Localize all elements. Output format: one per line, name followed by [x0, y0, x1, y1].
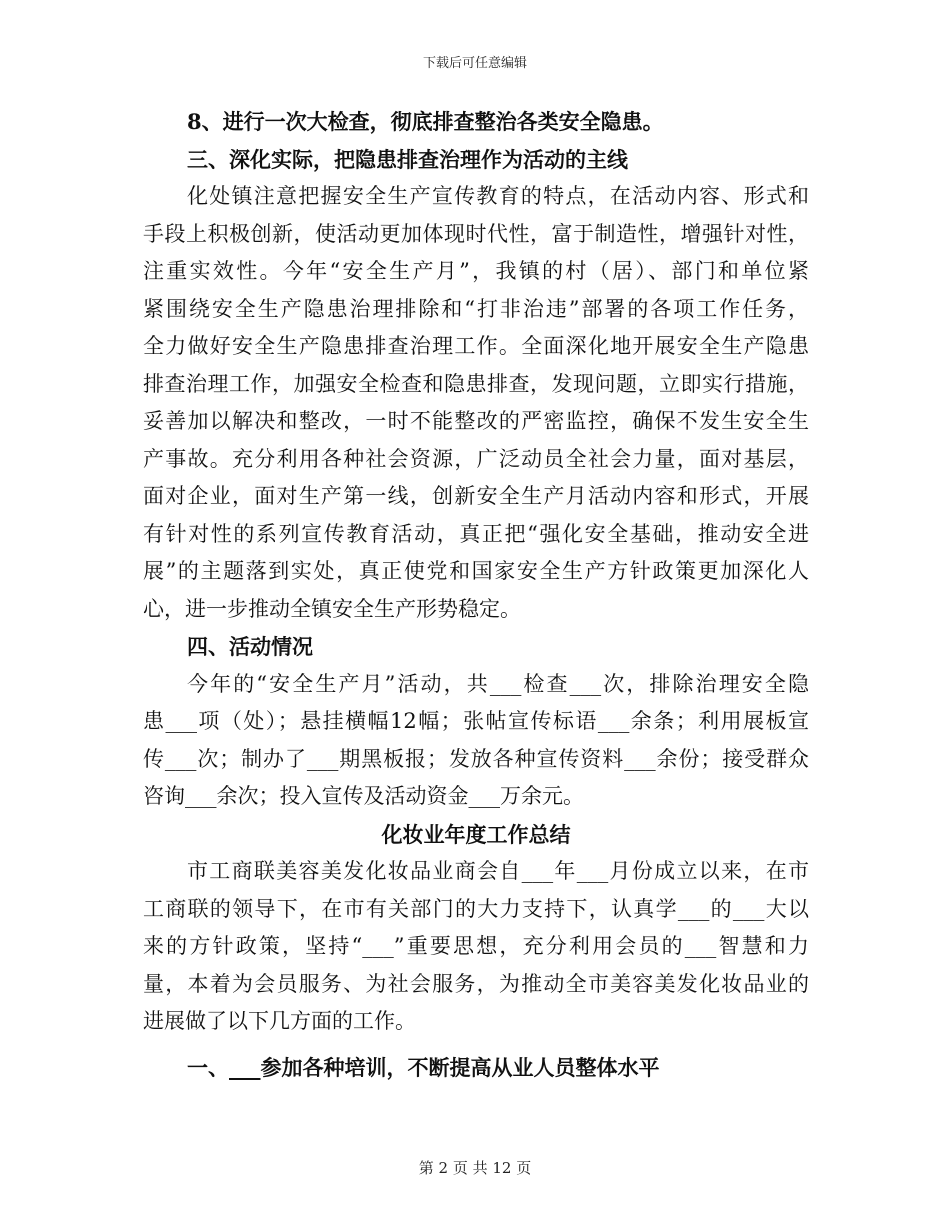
paragraph-line: 患___项（处）；悬挂横幅12幅；张帖宣传标语___余条；利用展板宣	[143, 709, 809, 733]
section-heading-item-8: 8、进行一次大检查，彻底排查整治各类安全隐患。	[187, 109, 664, 134]
paragraph-line: 进展做了以下几方面的工作。	[143, 1009, 416, 1033]
page-footer: 第 2 页 共 12 页	[418, 1159, 532, 1177]
paragraph-line: 注重实效性。今年“安全生产月”，我镇的村（居）、部门和单位紧	[143, 259, 809, 283]
paragraph-line: 展”的主题落到实处，真正使党和国家安全生产方针政策更加深化人	[143, 559, 809, 583]
paragraph-line: 量，本着为会员服务、为社会服务，为推动全市美容美发化妆品业的	[143, 971, 809, 996]
paragraph-line: 面对企业，面对生产第一线，创新安全生产月活动内容和形式，开展	[143, 484, 809, 508]
paragraph-line: 全力做好安全生产隐患排查治理工作。全面深化地开展安全生产隐患	[143, 334, 809, 358]
paragraph-line: 产事故。充分利用各种社会资源，广泛动员全社会力量，面对基层，	[143, 446, 809, 471]
paragraph-line: 紧围绕安全生产隐患治理排除和“打非治违”部署的各项工作任务，	[143, 296, 809, 321]
paragraph-line: 手段上积极创新，使活动更加体现时代性，富于制造性，增强针对性，	[143, 221, 809, 246]
document-title: 化妆业年度工作总结	[381, 821, 571, 847]
paragraph-section-3	[143, 178, 809, 628]
paragraph-line: 工商联的领导下，在市有关部门的大力支持下，认真学___的___大以	[143, 896, 809, 921]
paragraph-intro	[143, 853, 809, 1041]
paragraph-line: 来的方针政策，坚持“___”重要思想，充分利用会员的___智慧和力	[143, 934, 809, 958]
paragraph-line: 今年的“安全生产月”活动，共___检查___次，排除治理安全隐	[187, 671, 809, 696]
paragraph-line: 妥善加以解决和整改，一时不能整改的严密监控，确保不发生安全生	[143, 409, 809, 433]
page-header: 下载后可任意编辑	[422, 56, 527, 71]
paragraph-line: 心，进一步推动全镇安全生产形势稳定。	[143, 596, 521, 621]
paragraph-line: 化处镇注意把握安全生产宣传教育的特点，在活动内容、形式和	[187, 184, 809, 208]
section-heading-1: 一、___参加各种培训，不断提高从业人员整体水平	[187, 1054, 660, 1080]
paragraph-line: 传___次；制办了___期黑板报；发放各种宣传资料___余份；接受群众	[143, 746, 809, 771]
paragraph-activity-stats	[143, 666, 809, 816]
document-body	[143, 103, 809, 1086]
section-heading-4: 四、活动情况	[187, 634, 313, 659]
paragraph-line: 有针对性的系列宣传教育活动，真正把“强化安全基础，推动安全进	[143, 521, 809, 546]
paragraph-line: 市工商联美容美发化妆品业商会自___年___月份成立以来，在市	[187, 859, 809, 883]
section-heading-3: 三、深化实际，把隐患排查治理作为活动的主线	[187, 146, 628, 172]
paragraph-line: 咨询___余次；投入宣传及活动资金___万余元。	[143, 784, 584, 808]
paragraph-line: 排查治理工作，加强安全检查和隐患排查，发现问题，立即实行措施，	[143, 371, 809, 396]
